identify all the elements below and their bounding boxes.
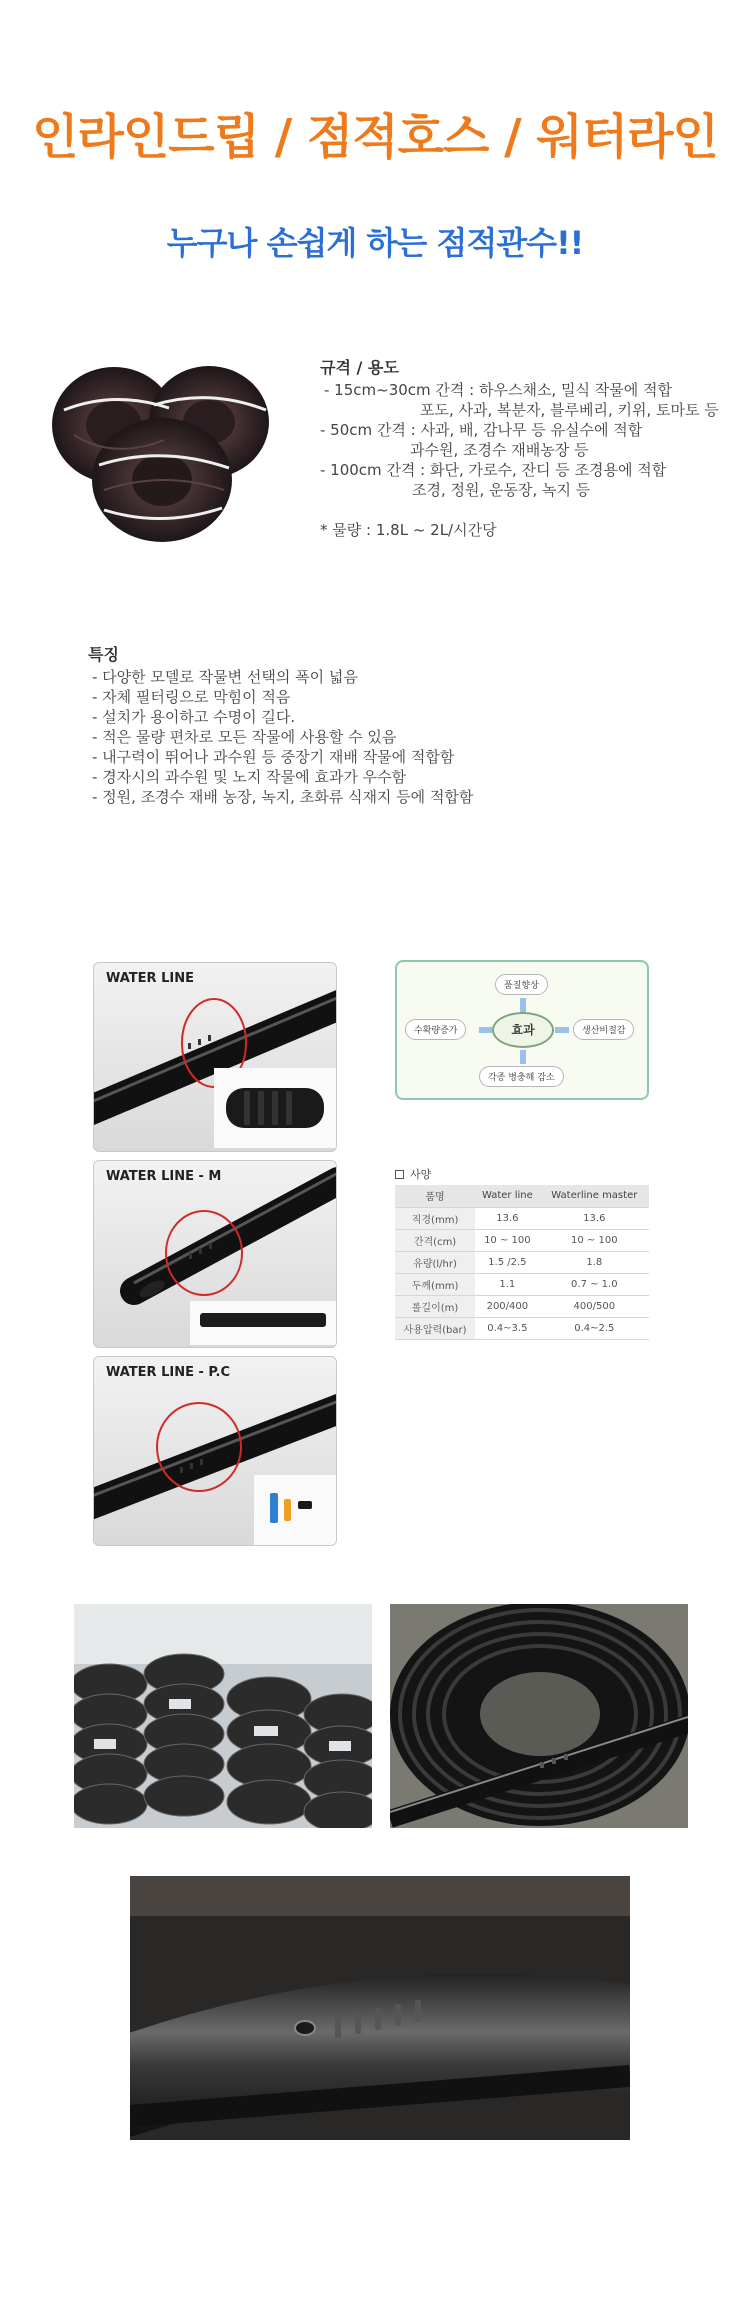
table-row	[395, 1295, 649, 1317]
effect-node-quality: 품질향상	[495, 974, 548, 995]
feature-item: - 내구력이 뛰어나 과수원 등 중장기 재배 작물에 적합함	[92, 748, 455, 766]
table-cell: 롤길이(m)	[395, 1295, 475, 1317]
table-cell: 200/400	[475, 1295, 540, 1317]
spec-line: 과수원, 조경수 재배농장 등	[410, 441, 589, 459]
table-cell: 유량(l/hr)	[395, 1251, 475, 1273]
spec-line: - 15cm~30cm 간격 : 하우스채소, 밀식 작물에 적합	[324, 381, 672, 399]
features-heading: 특징	[88, 645, 119, 664]
spec-table-title: 사양	[395, 1166, 431, 1182]
water-line-pc-hose-image	[94, 1357, 337, 1546]
table-cell: 1.8	[540, 1251, 649, 1273]
table-cell: 직경(mm)	[395, 1207, 475, 1229]
table-row	[395, 1229, 649, 1251]
feature-item: - 적은 물량 편차로 모든 작물에 사용할 수 있음	[92, 728, 397, 746]
spec-table	[395, 1185, 649, 1340]
water-line-hose-image	[94, 963, 337, 1152]
effect-center: 효과	[492, 1012, 554, 1048]
table-cell: 400/500	[540, 1295, 649, 1317]
table-cell: 0.4~3.5	[475, 1317, 540, 1339]
panel-label: WATER LINE - M	[106, 1169, 222, 1184]
spec-line: 포도, 사과, 복분자, 블루베리, 키위, 토마토 등	[420, 401, 719, 419]
feature-item: - 자체 필터링으로 막힘이 적음	[92, 688, 291, 706]
effect-node-yield: 수확량증가	[405, 1019, 466, 1040]
effect-node-pest: 각종 병충해 감소	[479, 1066, 564, 1087]
feature-item: - 정원, 조경수 재배 농장, 녹지, 초화류 식재지 등에 적합함	[92, 788, 474, 806]
table-cell: 0.4~2.5	[540, 1317, 649, 1339]
water-line-m-hose-image	[94, 1161, 337, 1348]
table-cell: 두께(mm)	[395, 1273, 475, 1295]
panel-label: WATER LINE	[106, 971, 194, 986]
table-header: 품명	[395, 1185, 475, 1207]
page-subtitle: 누구나 손쉽게 하는 점적관수!!	[166, 224, 584, 262]
table-row	[395, 1317, 649, 1339]
product-panel-water-line	[93, 962, 337, 1152]
product-panel-water-line-m	[93, 1160, 337, 1348]
table-cell: 사용압력(bar)	[395, 1317, 475, 1339]
spec-line: - 100cm 간격 : 화단, 가로수, 잔디 등 조경용에 적합	[320, 461, 667, 479]
warehouse-stock-photo	[74, 1604, 372, 1828]
table-cell: 13.6	[540, 1207, 649, 1229]
panel-label: WATER LINE - P.C	[106, 1365, 231, 1380]
spec-heading: 규격 / 용도	[320, 358, 399, 377]
spec-section	[320, 358, 740, 540]
effect-node-cost: 생산비절감	[573, 1019, 634, 1040]
flow-rate-note: * 물량 : 1.8L ~ 2L/시간당	[320, 521, 497, 539]
product-panel-water-line-pc	[93, 1356, 337, 1546]
features-section	[88, 645, 648, 807]
table-cell: 1.5 /2.5	[475, 1251, 540, 1273]
table-row	[395, 1207, 649, 1229]
hose-emitter-macro-photo	[130, 1876, 630, 2140]
spec-line: 조경, 정원, 운동장, 녹지 등	[412, 481, 591, 499]
feature-item: - 다양한 모델로 작물변 선택의 폭이 넓음	[92, 668, 358, 686]
table-row	[395, 1251, 649, 1273]
table-cell: 13.6	[475, 1207, 540, 1229]
table-cell: 0.7 ~ 1.0	[540, 1273, 649, 1295]
table-row	[395, 1273, 649, 1295]
table-header-row	[395, 1185, 649, 1207]
table-cell: 1.1	[475, 1273, 540, 1295]
spec-line: - 50cm 간격 : 사과, 배, 감나무 등 유실수에 적합	[320, 421, 643, 439]
hose-coil-image	[44, 350, 284, 550]
feature-item: - 설치가 용이하고 수명이 길다.	[92, 708, 296, 726]
table-header: Water line	[475, 1185, 540, 1207]
effect-diagram	[395, 960, 649, 1100]
page-title: 인라인드립 / 점적호스 / 워터라인	[32, 109, 718, 165]
table-cell: 간격(cm)	[395, 1229, 475, 1251]
feature-item: - 경자시의 과수원 및 노지 작물에 효과가 우수함	[92, 768, 407, 786]
coil-closeup-photo	[390, 1604, 688, 1828]
table-cell: 10 ~ 100	[475, 1229, 540, 1251]
table-header: Waterline master	[540, 1185, 649, 1207]
table-cell: 10 ~ 100	[540, 1229, 649, 1251]
